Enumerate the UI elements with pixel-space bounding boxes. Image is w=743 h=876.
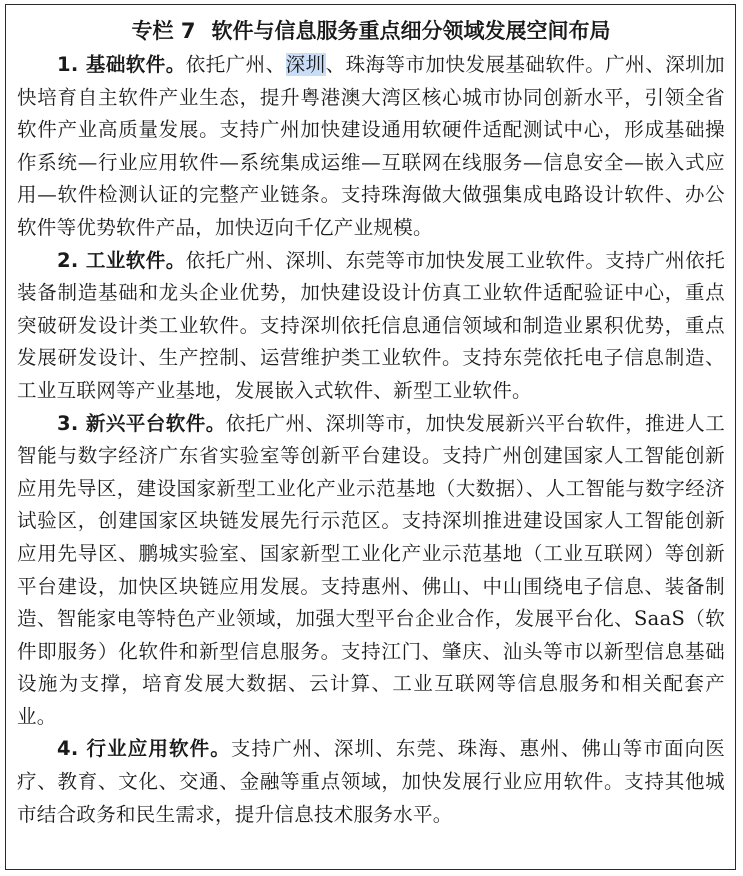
highlighted-text: 深圳: [285, 53, 326, 76]
section-lead: 3. 新兴平台软件。: [57, 411, 226, 435]
box-title: [17, 19, 725, 43]
box-title-number: 专栏 7: [131, 19, 196, 43]
section-platform-software: [17, 408, 725, 734]
section-lead: 1. 基础软件。: [57, 53, 186, 76]
section-text: 、珠海等市加快发展基础软件。广州、深圳加快培育自主软件产业生态，提升粤港澳大湾区核心城市协同创新水平，引领全省软件产业高质量发展。支持广州加快建设通用软硬件适配测试中心，形成基础操作系统—行业应用软件—系统集成运维—互联网在线服务—信息安全—嵌入式应用—软件检测认证的完整产业链条。支持珠海做大做强集成电路设计软件、办公软件等优势软件产品，加快迈向千亿产业规模。: [17, 53, 725, 239]
section-text: 依托广州、: [185, 53, 286, 76]
section-lead: 4. 行业应用软件。: [57, 737, 231, 761]
section-basic-software: [17, 49, 725, 245]
section-lead: 2. 工业软件。: [57, 248, 186, 272]
section-application-software: [17, 733, 725, 831]
section-text: 依托广州、深圳、东莞等市加快发展工业软件。支持广州依托装备制造基础和龙头企业优势，加快建设设计仿真工业软件适配验证中心，重点突破研发设计类工业软件。支持深圳依托信息通信领域和制造业累积优势，重点发展研发设计、生产控制、运营维护类工业软件。支持东莞依托电子信息制造、工业互联网等产业基地，发展嵌入式软件、新型工业软件。: [17, 248, 725, 402]
column-box: [5, 4, 736, 870]
section-industrial-software: [17, 245, 725, 408]
box-title-text: 软件与信息服务重点细分领域发展空间布局: [211, 19, 611, 43]
section-text: 支持广州、深圳、东莞、珠海、惠州、佛山等市面向医疗、教育、文化、交通、金融等重点领域，加快发展行业应用软件。支持其他城市结合政务和民生需求，提升信息技术服务水平。: [17, 737, 726, 826]
section-text: 依托广州、深圳等市，加快发展新兴平台软件，推进人工智能与数字经济广东省实验室等创新平台建设。支持广州创建国家人工智能创新应用先导区，建设国家新型工业化产业示范基地（大数据）、人工智能与数字经济试验区，创建国家区块链发展先行示范区。支持深圳推进建设国家人工智能创新应用先导区、鹏城实验室、国家新型工业化产业示范基地（工业互联网）等创新平台建设，加快区块链应用发展。支持惠州、佛山、中山围绕电子信息、装备制造、智能家电等特色产业领域，加强大型平台企业合作，发展平台化、SaaS（软件即服务）化软件和新型信息服务。支持江门、肇庆、汕头等市以新型信息基础设施为支撑，培育发展大数据、云计算、工业互联网等信息服务和相关配套产业。: [17, 411, 725, 728]
